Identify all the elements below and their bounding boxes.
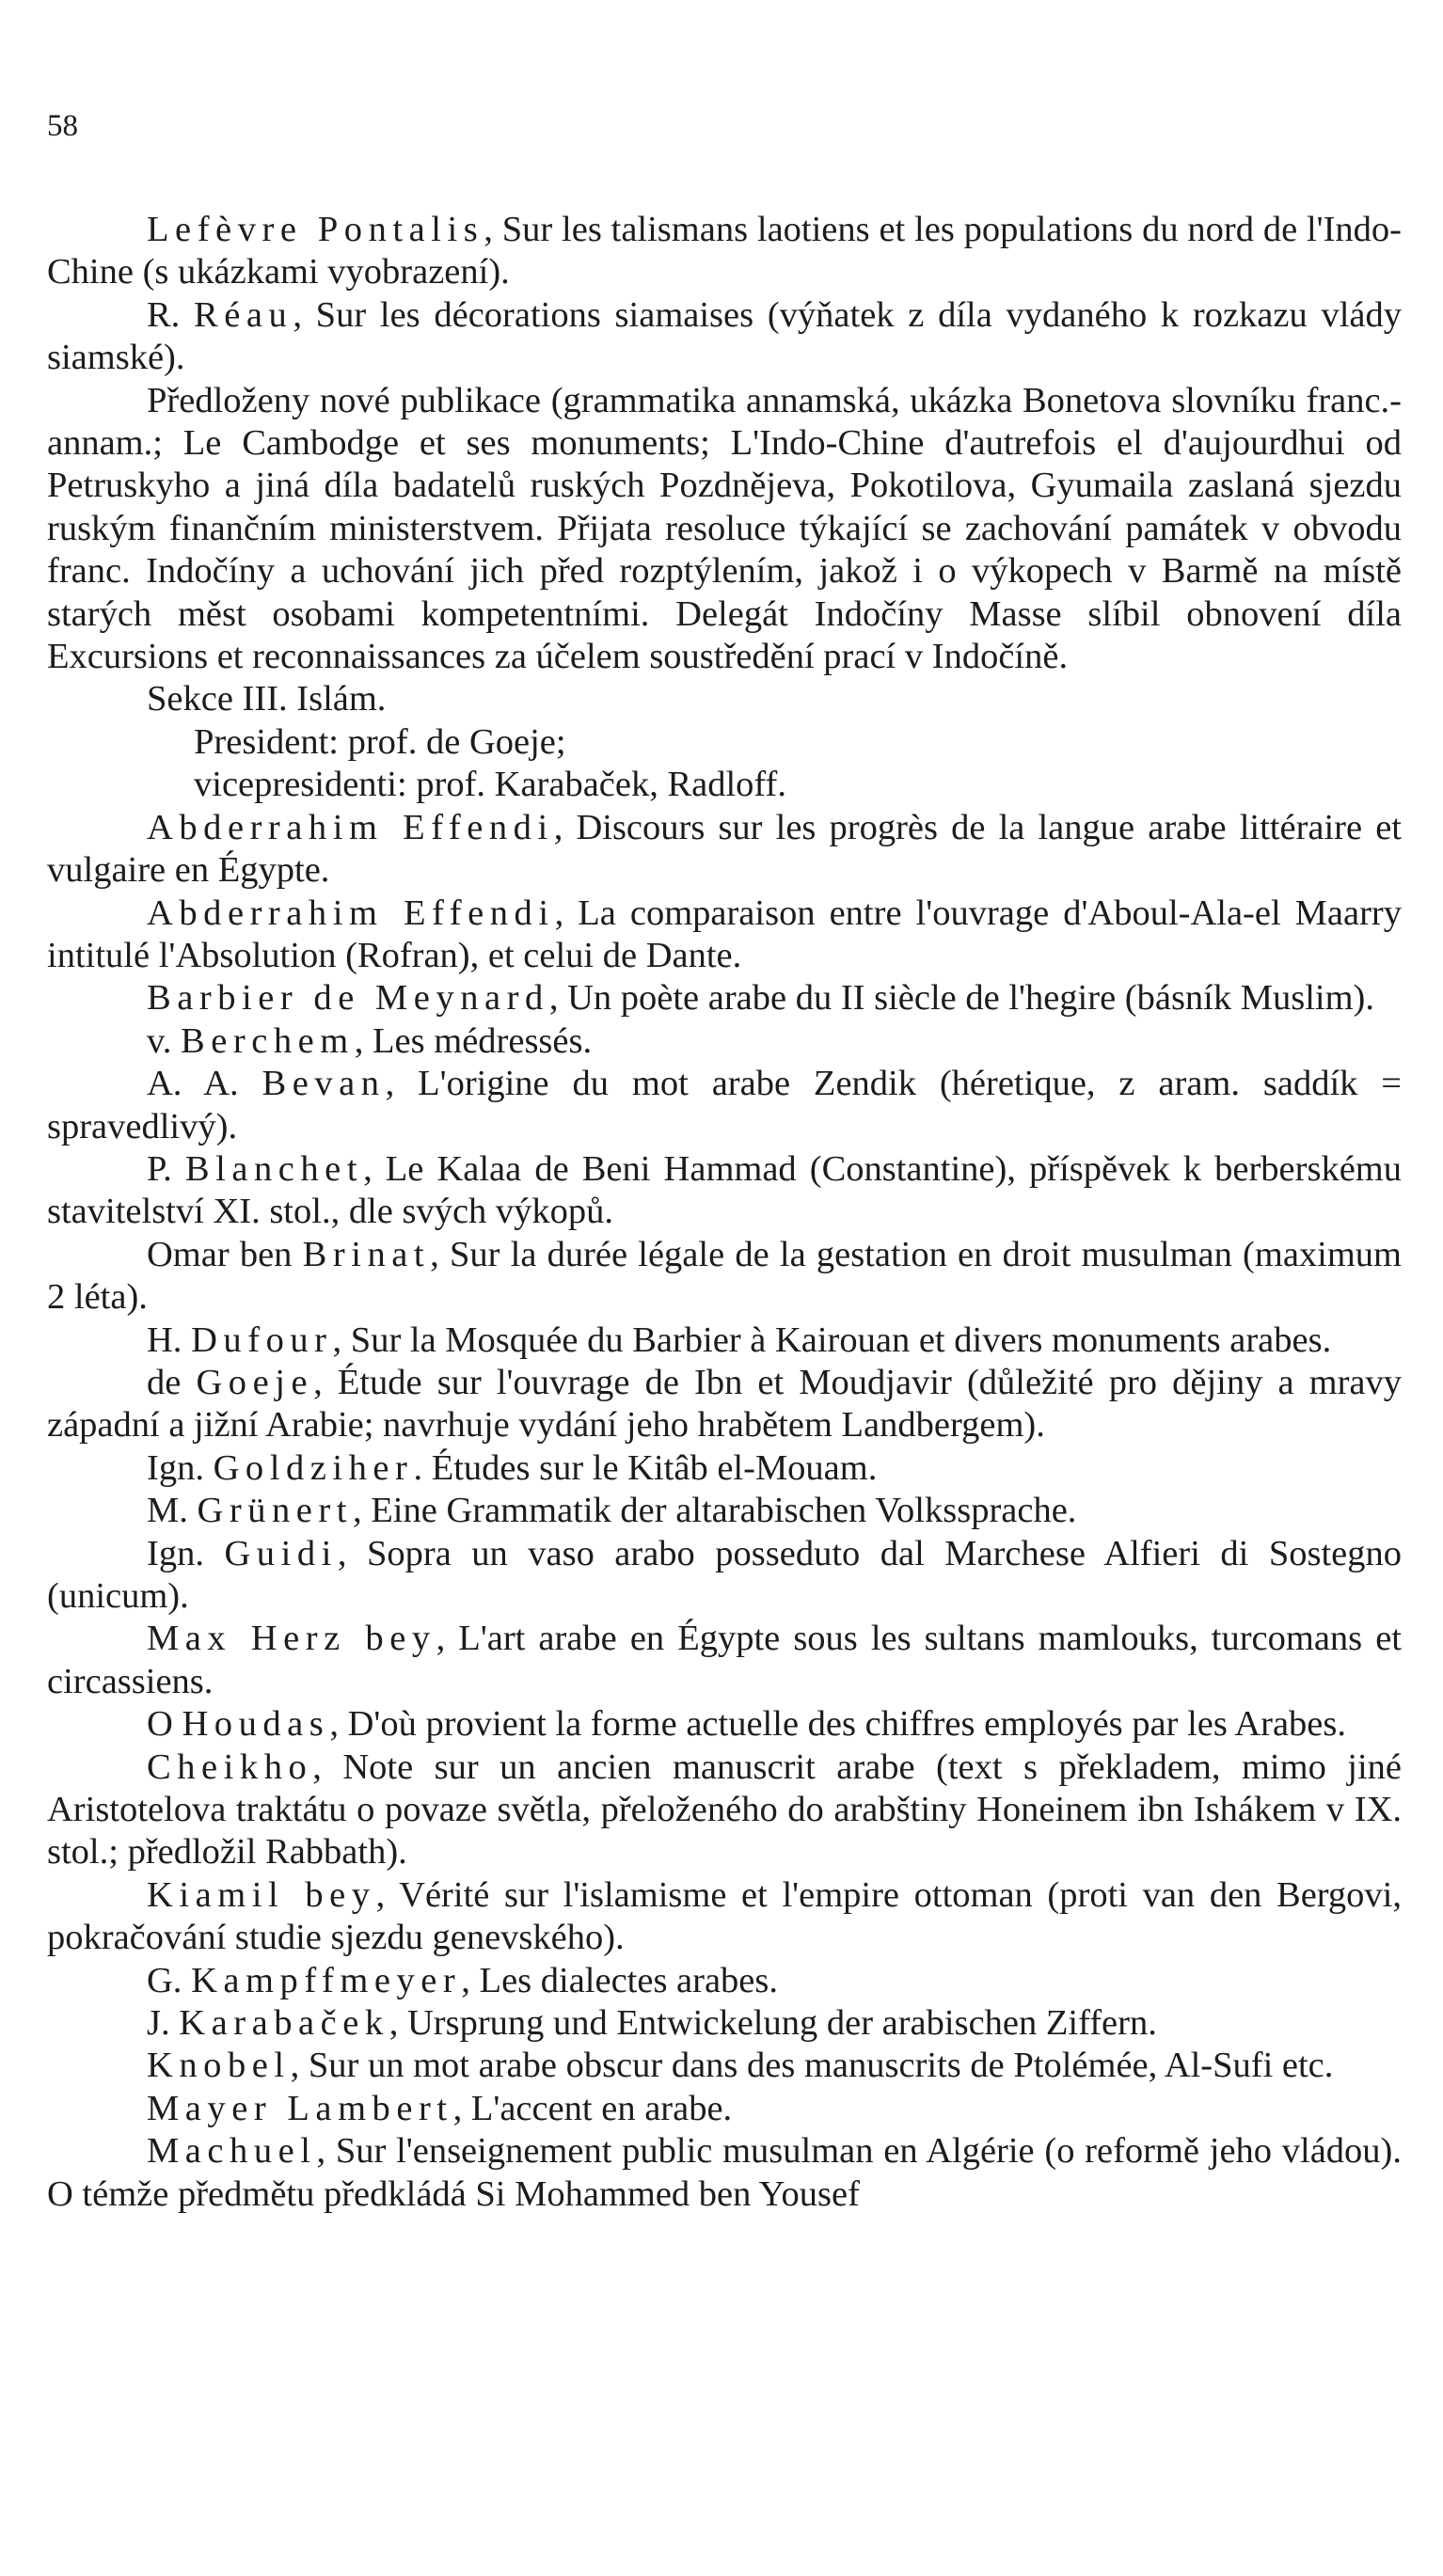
author-name: Kampffmeyer	[191, 1960, 462, 2000]
paragraph	[47, 2002, 1402, 2045]
paragraph	[47, 1533, 1402, 1619]
paragraph-text: J.	[147, 2003, 180, 2044]
author-name: Cheikho	[147, 1746, 313, 1787]
paragraph	[47, 1148, 1402, 1234]
paragraph-text: A. A.	[147, 1064, 262, 1104]
paragraph-text: Sekce III. Islám.	[147, 679, 387, 719]
paragraph-text: v.	[147, 1020, 181, 1061]
author-name: Machuel	[147, 2131, 317, 2172]
paragraph-text: , Sur les talismans laotiens et les populations du nord de l'Indo-Chine (s ukázkami vyobrazení).	[47, 210, 1403, 292]
paragraph	[47, 1746, 1402, 1874]
author-name: Grünert	[197, 1491, 354, 1531]
paragraph-text: , Vérité sur l'islamisme et l'empire ottoman (proti van den Bergovi, pokračování studie sjezdu genevského).	[47, 1874, 1402, 1958]
author-name: Mayer Lambert	[147, 2088, 453, 2128]
paragraph	[47, 1618, 1402, 1703]
paragraph	[47, 1703, 1402, 1746]
paragraph-text: G.	[147, 1960, 192, 2000]
paragraph-text: H.	[147, 1320, 192, 1360]
author-name: Abderrahim Effendi	[147, 893, 555, 933]
paragraph	[47, 807, 1402, 893]
author-name: Blanchet	[184, 1148, 364, 1189]
author-name: Kiamil bey	[147, 1874, 376, 1915]
paragraph	[47, 294, 1402, 380]
paragraph	[47, 1490, 1402, 1532]
page-number: 58	[47, 109, 78, 143]
author-name: Bevan	[262, 1064, 386, 1104]
paragraph-text: , L'accent en arabe.	[452, 2088, 733, 2128]
paragraph-text: , Note sur un ancien manuscrit arabe (text s překladem, mimo jiné Aristotelova traktátu o povaze světla, přeloženého do arabštiny Honeinem ibn Ishákem v IX. stol.; předložil Rabbath).	[47, 1746, 1402, 1873]
paragraph	[47, 1320, 1402, 1362]
author-name: Goldziher	[213, 1447, 414, 1488]
paragraph	[47, 1874, 1402, 1960]
paragraph-text: , Les médressés.	[354, 1020, 593, 1061]
paragraph-text: , Les dialectes arabes.	[461, 1960, 779, 2000]
paragraph-text: , Eine Grammatik der altarabischen Volkssprache.	[353, 1491, 1077, 1531]
paragraph	[47, 1362, 1402, 1447]
author-name: Knobel	[147, 2046, 291, 2086]
paragraph	[47, 1020, 1402, 1063]
paragraph-text: . Études sur le Kitâb el-Mouam.	[413, 1447, 878, 1488]
paragraph	[47, 2130, 1402, 2216]
paragraph-text: , Ursprung und Entwickelung der arabischen Ziffern.	[388, 2003, 1157, 2044]
paragraph-text: , L'origine du mot arabe Zendik (héretique, z aram. saddík = spravedlivý).	[47, 1064, 1402, 1146]
paragraph-text: Ign.	[147, 1447, 214, 1488]
paragraph-text: M.	[147, 1491, 198, 1531]
paragraph-text: R.	[147, 294, 195, 335]
author-name: Abderrahim Effendi	[147, 807, 554, 847]
paragraph	[47, 893, 1402, 978]
author-name: Max Herz bey	[147, 1619, 436, 1659]
paragraph	[47, 2045, 1402, 2087]
paragraph-text: , Sur l'enseignement public musulman en Algérie (o reformě jeho vládou). O témže předmětu předkládá Si Mohammed ben Yousef	[47, 2131, 1402, 2214]
body-text	[47, 209, 1402, 2216]
author-name: Barbier de Meynard	[147, 978, 549, 1019]
paragraph	[47, 1234, 1402, 1320]
paragraph	[47, 2088, 1402, 2130]
paragraph	[47, 721, 1402, 764]
paragraph-text: , Étude sur l'ouvrage de Ibn et Moudjavir (důležité pro dějiny a mravy západní a jižní Arabie; navrhuje vydání jeho hrabětem Landbergem).	[47, 1362, 1402, 1446]
author-name: Lefèvre Pontalis	[147, 210, 484, 249]
paragraph-text: Omar ben	[147, 1234, 303, 1274]
paragraph-text: , Sur la Mosquée du Barbier à Kairouan et divers monuments arabes.	[332, 1320, 1332, 1360]
paragraph	[47, 1063, 1402, 1148]
paragraph-text: , Discours sur les progrès de la langue arabe littéraire et vulgaire en Égypte.	[47, 807, 1402, 891]
paragraph	[47, 209, 1402, 294]
author-name: Réau	[194, 294, 293, 335]
paragraph-text: , L'art arabe en Égypte sous les sultans mamlouks, turcomans et circassiens.	[47, 1619, 1402, 1701]
paragraph	[47, 1960, 1402, 2002]
paragraph-text: vicepresidenti: prof. Karabaček, Radloff.	[194, 765, 787, 805]
paragraph-text: , Sur les décorations siamaises (výňatek z díla vydaného k rozkazu vlády siamské).	[47, 294, 1402, 378]
author-name: Brinat	[302, 1234, 431, 1274]
paragraph	[47, 1447, 1402, 1490]
paragraph-text: President: prof. de Goeje;	[194, 721, 566, 762]
paragraph-text: , Sur la durée légale de la gestation en droit musulman (maximum 2 léta).	[47, 1234, 1403, 1318]
author-name: Goeje	[196, 1362, 314, 1402]
paragraph-text: de	[147, 1362, 197, 1402]
paragraph-text: P.	[147, 1148, 185, 1189]
paragraph	[47, 764, 1402, 806]
paragraph-text: O	[147, 1704, 182, 1745]
author-name: Dufour	[191, 1320, 333, 1360]
paragraph-text: , Sopra un vaso arabo posseduto dal Marchese Alfieri di Sostegno (unicum).	[47, 1533, 1403, 1616]
paragraph-text: Předloženy nové publikace (grammatika annamská, ukázka Bonetova slovníku franc.-annam.; Le Cambodge et ses monuments; L'Indo-Chine d'autrefois el d'aujourdhui od Petruskyho a jiná díla badatelů ruských Pozdnějeva, Pokotilova, Gyumaila zaslaná sjezdu ruským finančním ministerstvem. Přijata resoluce týkající se zachování památek v obvodu franc. Indočíny a uchování jich před rozptýlením, jakož i o výkopech v Barmě na místě starých měst osobami kompetentními. Delegát Indočíny Masse slíbil obnovení díla Excursions et reconnaissances za účelem soustředění prací v Indočíně.	[47, 380, 1402, 677]
paragraph-text: , Sur un mot arabe obscur dans des manuscrits de Ptolémée, Al-Sufi etc.	[290, 2046, 1334, 2086]
paragraph-text: , D'où provient la forme actuelle des chiffres employés par les Arabes.	[329, 1704, 1346, 1745]
author-name: Berchem	[181, 1020, 355, 1061]
author-name: Karabaček	[179, 2003, 389, 2044]
paragraph-text: Ign.	[147, 1533, 225, 1573]
paragraph-text: , La comparaison entre l'ouvrage d'Aboul-Ala-el Maarry intitulé l'Absolution (Rofran), et celui de Dante.	[47, 893, 1402, 975]
author-name: Guidi	[224, 1533, 338, 1573]
author-name: Houdas	[182, 1704, 330, 1745]
paragraph	[47, 977, 1402, 1019]
paragraph-text: , Un poète arabe du II siècle de l'hegire (básník Muslim).	[548, 978, 1375, 1019]
paragraph	[47, 678, 1402, 720]
paragraph-text: , Le Kalaa de Beni Hammad (Constantine), příspěvek k berberskému stavitelství XI. stol., dle svých výkopů.	[47, 1148, 1402, 1232]
paragraph	[47, 380, 1402, 679]
